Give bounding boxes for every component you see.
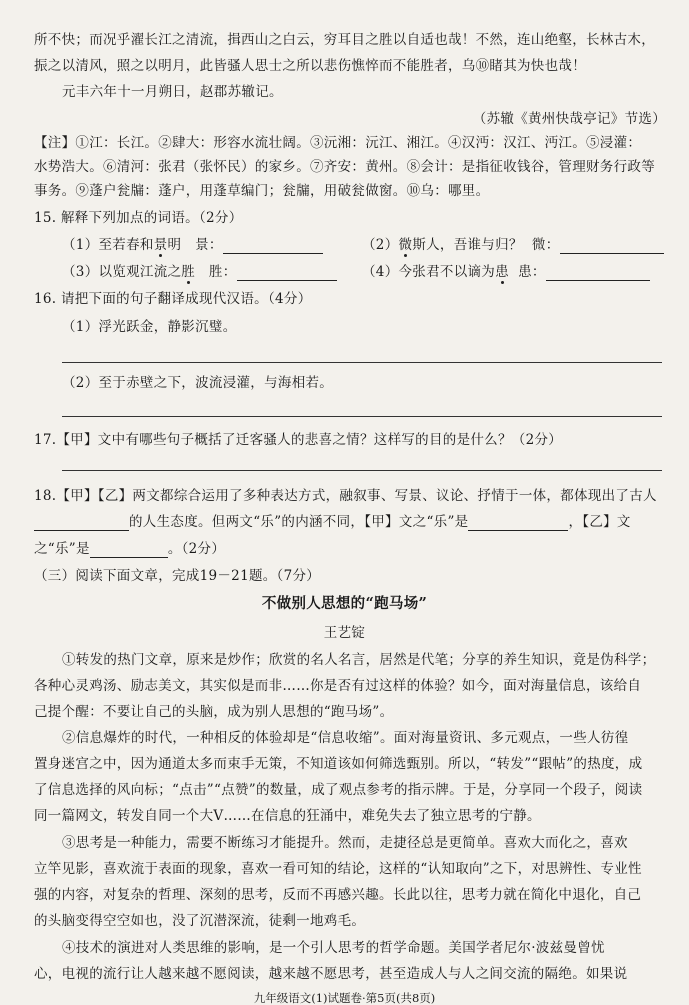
- answer-blank[interactable]: [560, 239, 664, 254]
- q16-stem: 16. 请把下面的句子翻译成现代汉语。（4分）: [34, 291, 312, 307]
- article-line: 的头脑变得空空如也，没了沉潜深流，徒剩一地鸡毛。: [34, 913, 366, 929]
- dotted-word: 景: [153, 237, 168, 253]
- article-author: 王艺锭: [323, 625, 366, 641]
- article-line: ③思考是一种能力，需要不断练习才能提升。然而，走捷径总是更简单。喜欢大而化之，喜欢: [62, 835, 628, 851]
- page-footer: 九年级语文(1)试题卷·第5页(共8页): [253, 991, 436, 1005]
- answer-line[interactable]: [62, 416, 662, 417]
- article-line: ④技术的演进对人类思维的影响，是一个引人思考的哲学命题。美国学者尼尔·波兹曼曾忧: [62, 940, 605, 956]
- q16-sentence-1: （1）浮光跃金，静影沉璧。: [62, 319, 237, 335]
- q16-sentence-2: （2）至于赤壁之下，波流浸灌，与海相若。: [62, 375, 334, 391]
- article-line: 各种心灵鸡汤、励志美文，其实似是而非……你是否有过这样的体验？如今，面对海量信息，该给自: [34, 678, 642, 694]
- answer-blank[interactable]: [223, 239, 323, 254]
- article-line: 了信息选择的风向标；“点击”“点赞”的数量，成了观点参考的指示牌。于是，分享同一个段子，阅读: [34, 782, 643, 798]
- answer-blank[interactable]: [90, 543, 168, 558]
- answer-blank[interactable]: [34, 516, 129, 531]
- passage-line: 振之以清风，照之以明月，此皆骚人思士之所以悲伤憔悴而不能胜者，乌⑩睹其为快也哉！: [34, 58, 586, 74]
- dotted-word: 胜: [181, 264, 196, 280]
- dotted-word: 微: [398, 237, 413, 253]
- q17-stem: 17.【甲】文中有哪些句子概括了迁客骚人的悲喜之情？这样写的目的是什么？（2分）: [34, 432, 563, 448]
- q18-line: 之“乐”是 。（2分）: [34, 541, 226, 557]
- passage-signature: 元丰六年十一月朔日，赵郡苏辙记。: [62, 84, 283, 100]
- article-line: 同一篇网文，转发自同一个大V……在信息的狂涌中，难免失去了独立思考的宁静。: [34, 808, 541, 824]
- article-line: ①转发的热门文章，原来是炒作；欣赏的名人名言，居然是代笔；分享的养生知识，竟是伪科学；: [62, 652, 656, 668]
- q15-stem: 15. 解释下列加点的词语。（2分）: [34, 210, 243, 226]
- dotted-word: 患: [495, 264, 509, 280]
- passage-line: 所不快；而况乎濯长江之清流，揖西山之白云，穷耳目之胜以自适也哉！不然，连山绝壑，长林古木，: [34, 32, 655, 48]
- answer-line[interactable]: [62, 362, 662, 363]
- answer-blank[interactable]: [468, 516, 568, 531]
- q15-row-2: （3）以览观江流之胜 胜： （4）今张君不以谪为患 患：: [62, 263, 666, 281]
- answer-blank[interactable]: [546, 266, 650, 281]
- q15-row-1: （1）至若春和景明 景： （2）微斯人，吾谁与归？ 微：: [62, 236, 666, 254]
- notes-line: 水势浩大。⑥清河：张君（张怀民）的家乡。⑦齐安：黄州。⑧会计：是指征收钱谷，管理财务行政等: [34, 159, 655, 175]
- q18-line: 18.【甲】【乙】两文都综合运用了多种表达方式，融叙事、写景、议论、抒情于一体，都体现出了古人: [34, 488, 657, 504]
- section-heading: （三）阅读下面文章，完成19－21题。（7分）: [34, 568, 321, 584]
- article-line: 强的内容，对复杂的哲理、深刻的思考，反而不再感兴趣。长此以往，思考力就在简化中退化，自己: [34, 887, 642, 903]
- article-title: 不做别人思想的“跑马场”: [261, 595, 428, 612]
- answer-blank[interactable]: [237, 266, 337, 281]
- article-line: 己提个醒：不要让自己的头脑，成为别人思想的“跑马场”。: [34, 704, 394, 720]
- notes-line: 事务。⑨蓬户瓮牖：蓬户，用蓬草编门；瓮牖，用破瓮做窗。⑩乌：哪里。: [34, 183, 490, 199]
- article-line: ②信息爆炸的时代，一种相反的体验却是“信息收缩”。面对海量资讯、多元观点，一些人彷徨: [62, 730, 629, 746]
- passage-source: （苏辙《黄州快哉亭记》节选）: [472, 111, 666, 127]
- q18-line: 的人生态度。但两文“乐”的内涵不同，【甲】文之“乐”是 ，【乙】文: [34, 513, 666, 531]
- article-line: 心，电视的流行让人越来越不愿阅读，越来越不愿思考，甚至造成人与人之间交流的隔绝。如果说: [34, 966, 628, 982]
- answer-line[interactable]: [62, 470, 662, 471]
- notes-line: 【注】①江：长江。②肆大：形容水流壮阔。③沅湘：沅江、湘江。④汉沔：汉江、沔江。⑤浸灌：: [34, 135, 642, 151]
- article-line: 置身迷宫之中，因为通道太多而束手无策，不知道该如何筛选甄别。所以，“转发”“跟帖”的热度，成: [34, 756, 643, 772]
- article-line: 立竿见影，喜欢流于表面的现象，喜欢一看可知的结论，这样的“认知取向”之下，对思辨性、专业性: [34, 861, 642, 877]
